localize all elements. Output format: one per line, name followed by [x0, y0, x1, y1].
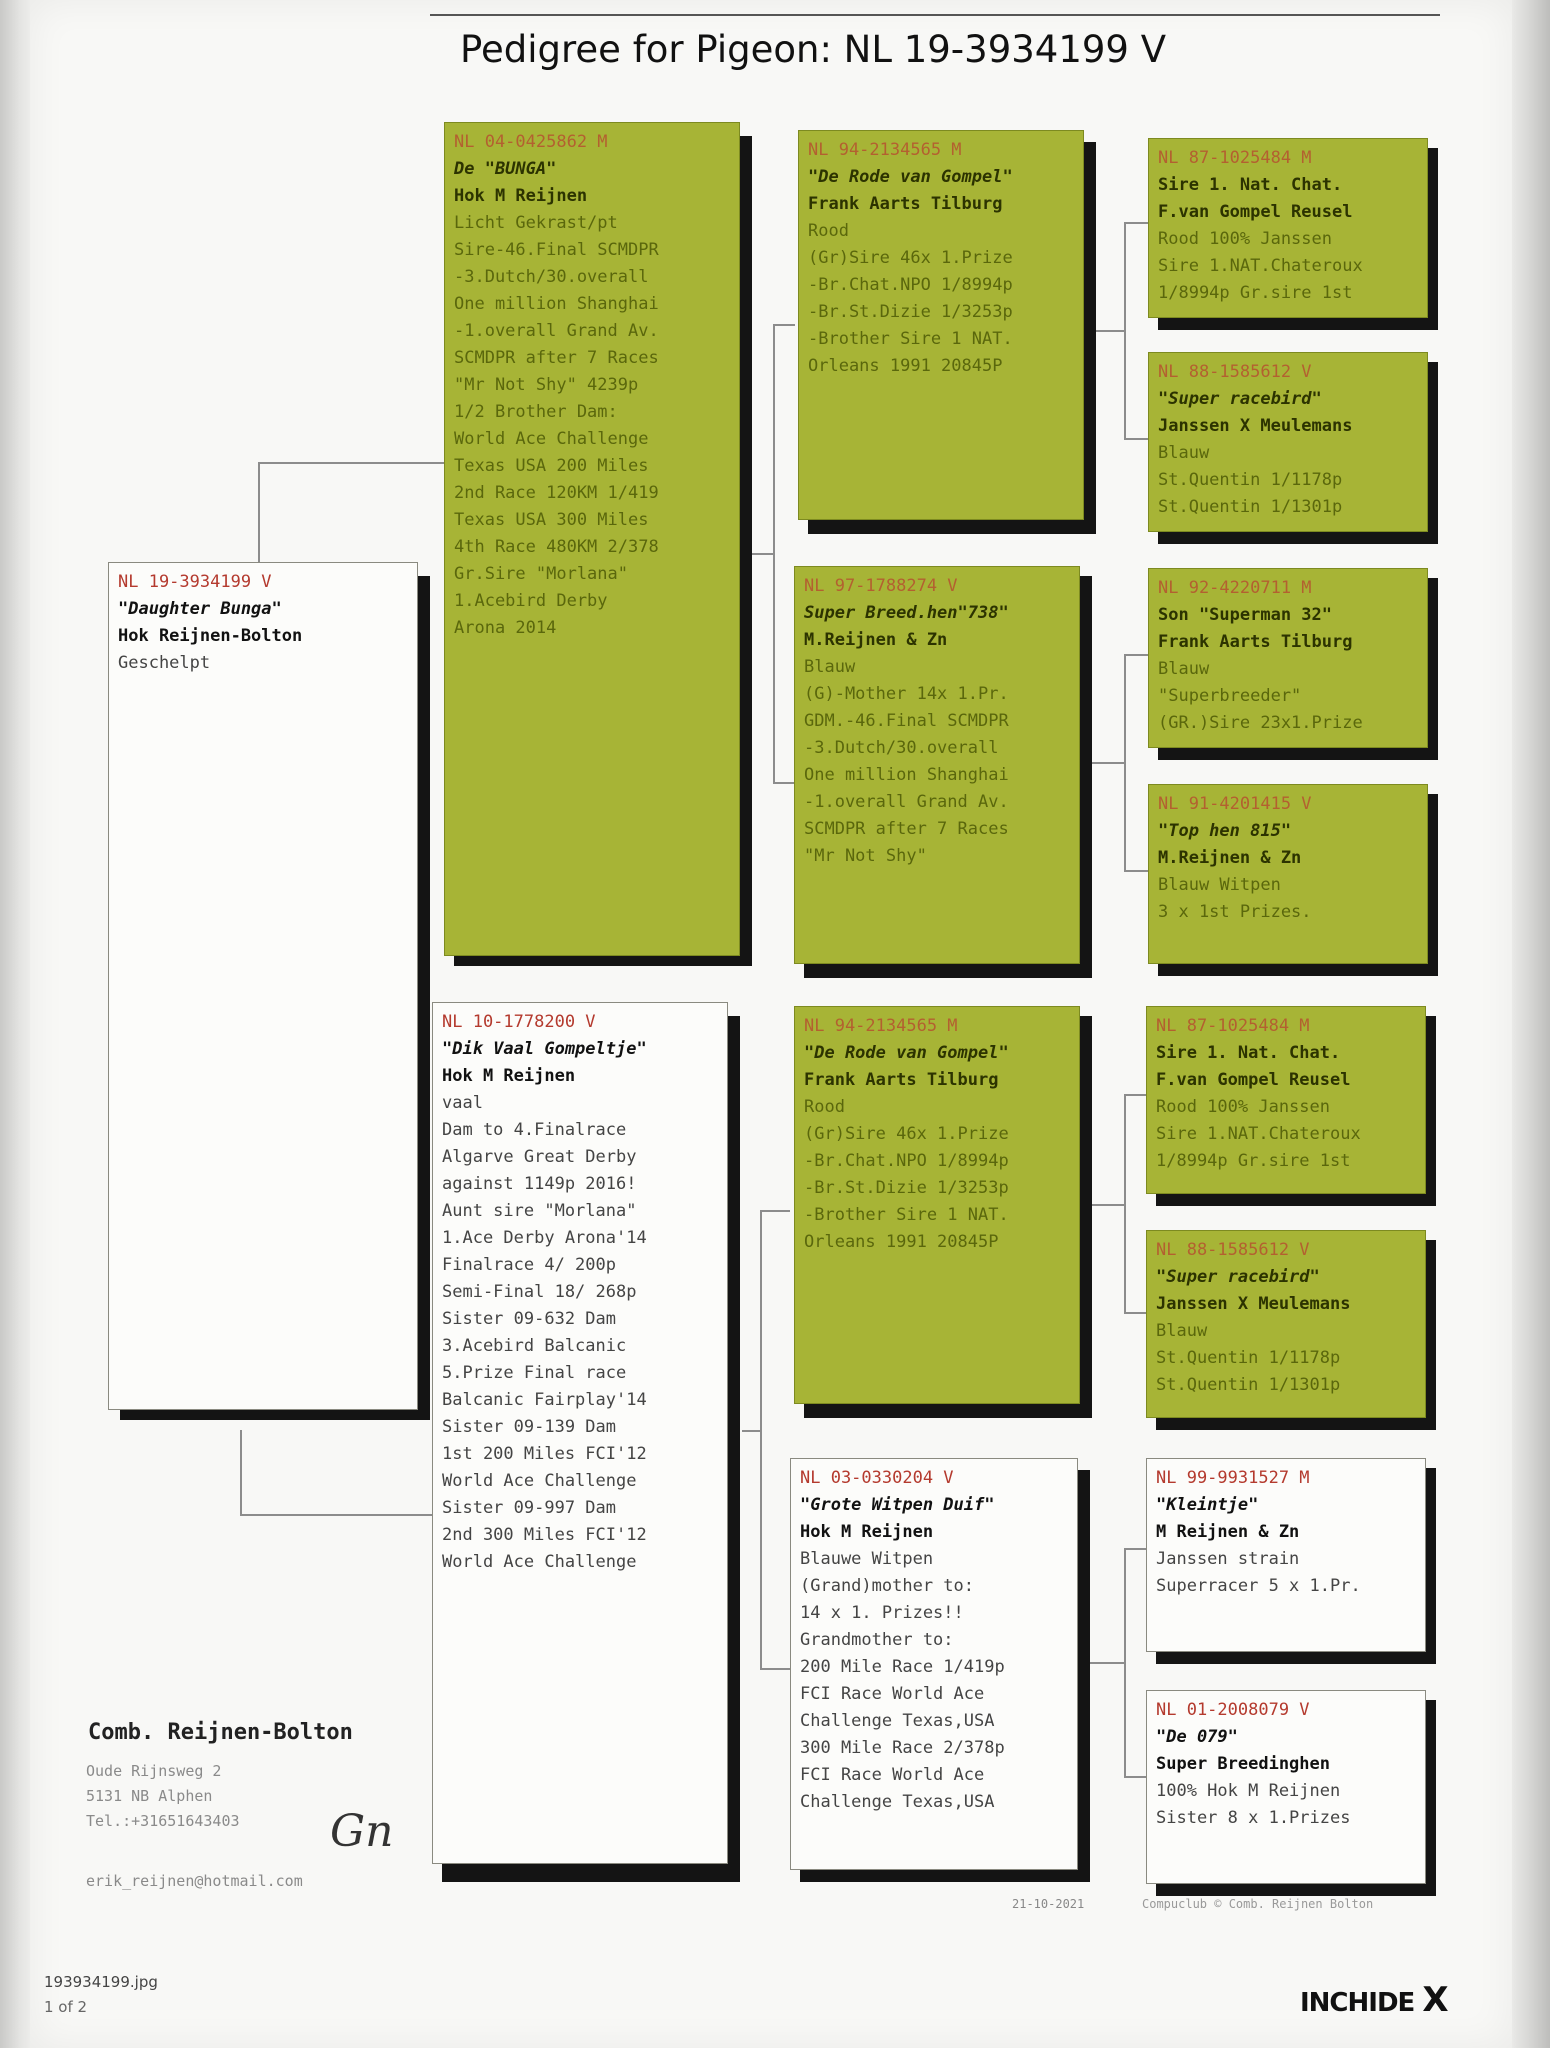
breeder-name: Hok M Reijnen: [800, 1522, 934, 1542]
detail-line: World Ace Challenge: [454, 429, 649, 449]
breeder-name: F.van Gompel Reusel: [1156, 1070, 1351, 1090]
detail-line: Dam to 4.Finalrace: [442, 1120, 627, 1140]
detail-line: Blauwe Witpen: [800, 1549, 934, 1569]
detail-line: Algarve Great Derby: [442, 1147, 637, 1167]
detail-line: Sister 09-997 Dam: [442, 1498, 616, 1518]
breeder-name: Janssen X Meulemans: [1156, 1294, 1351, 1314]
dam-sire-card: [794, 1006, 1080, 1404]
detail-line: One million Shanghai: [454, 294, 659, 314]
connector: [773, 782, 795, 784]
detail-line: -Br.Chat.NPO 1/8994p: [808, 275, 1013, 295]
detail-line: St.Quentin 1/1178p: [1156, 1348, 1341, 1368]
pigeon-name: Sire 1. Nat. Chat.: [1158, 175, 1343, 195]
detail-line: Orleans 1991 20845P: [808, 356, 1003, 376]
detail-line: -3.Dutch/30.overall: [804, 738, 999, 758]
dam-card: [432, 1002, 728, 1864]
subject-pigeon-card: [108, 562, 418, 1410]
ring-number: NL 94-2134565 M: [804, 1016, 958, 1036]
ring-number: NL 94-2134565 M: [808, 140, 962, 160]
ring-number: NL 88-1585612 V: [1158, 362, 1312, 382]
detail-line: -Brother Sire 1 NAT.: [808, 329, 1013, 349]
detail-line: World Ace Challenge: [442, 1552, 637, 1572]
detail-line: 300 Mile Race 2/378p: [800, 1738, 1005, 1758]
detail-line: "Superbreeder": [1158, 686, 1302, 706]
detail-line: Rood 100% Janssen: [1158, 229, 1332, 249]
file-name: 193934199.jpg: [44, 1973, 158, 1991]
detail-line: St.Quentin 1/1301p: [1156, 1375, 1341, 1395]
detail-line: Sister 8 x 1.Prizes: [1156, 1808, 1351, 1828]
detail-line: Aunt sire "Morlana": [442, 1201, 637, 1221]
detail-line: 1/8994p Gr.sire 1st: [1158, 283, 1353, 303]
sire-dam-card: [794, 566, 1080, 964]
owner-phone: Tel.:+31651643403: [86, 1812, 240, 1830]
connector: [1124, 438, 1148, 440]
detail-line: SCMDPR after 7 Races: [804, 819, 1009, 839]
pigeon-name: De "BUNGA": [454, 159, 557, 179]
detail-line: FCI Race World Ace: [800, 1684, 985, 1704]
connector: [760, 1668, 790, 1670]
pigeon-name: "Super racebird": [1156, 1267, 1320, 1287]
detail-line: -Br.St.Dizie 1/3253p: [808, 302, 1013, 322]
detail-line: Gr.Sire "Morlana": [454, 564, 628, 584]
detail-line: Rood: [808, 221, 849, 241]
ring-number: NL 87-1025484 M: [1156, 1016, 1310, 1036]
breeder-name: F.van Gompel Reusel: [1158, 202, 1353, 222]
owner-email: erik_reijnen@hotmail.com: [86, 1872, 303, 1890]
page-title: Pedigree for Pigeon: NL 19-3934199 V: [460, 28, 1167, 71]
detail-line: against 1149p 2016!: [442, 1174, 637, 1194]
detail-line: Blauw: [1156, 1321, 1208, 1341]
connector: [1086, 1662, 1126, 1664]
detail-line: Sire 1.NAT.Chateroux: [1158, 256, 1363, 276]
detail-line: Geschelpt: [118, 653, 211, 673]
great-grandparent-card-5: [1146, 1006, 1426, 1194]
connector: [240, 1430, 242, 1516]
ring-number: NL 03-0330204 V: [800, 1468, 954, 1488]
page-number: 1 of 2: [44, 1998, 88, 2016]
pigeon-name: Son "Superman 32": [1158, 605, 1332, 625]
connector: [742, 1430, 762, 1432]
print-date: 21-10-2021: [1012, 1897, 1085, 1911]
sire-sire-card: [798, 130, 1084, 520]
detail-line: FCI Race World Ace: [800, 1765, 985, 1785]
detail-line: Blauw Witpen: [1158, 875, 1281, 895]
detail-line: Superracer 5 x 1.Pr.: [1156, 1576, 1361, 1596]
detail-line: Semi-Final 18/ 268p: [442, 1282, 637, 1302]
detail-line: Arona 2014: [454, 618, 557, 638]
connector: [258, 462, 260, 566]
breeder-name: Hok M Reijnen: [442, 1066, 576, 1086]
detail-line: Blauw: [1158, 443, 1210, 463]
connector: [1124, 1548, 1148, 1550]
sire-card: [444, 122, 740, 956]
detail-line: (Gr)Sire 46x 1.Prize: [804, 1124, 1009, 1144]
connector: [1124, 1776, 1148, 1778]
ring-number: NL 04-0425862 M: [454, 132, 608, 152]
detail-line: 2nd 300 Miles FCI'12: [442, 1525, 647, 1545]
detail-line: (G)-Mother 14x 1.Pr.: [804, 684, 1009, 704]
connector: [1088, 1204, 1126, 1206]
detail-line: 200 Mile Race 1/419p: [800, 1657, 1005, 1677]
connector: [1124, 1312, 1148, 1314]
signature-icon: Gn: [330, 1806, 394, 1857]
connector: [1124, 1094, 1148, 1096]
pigeon-name: "De Rode van Gompel": [808, 167, 1013, 187]
detail-line: 1/2 Brother Dam:: [454, 402, 618, 422]
detail-line: 1/8994p Gr.sire 1st: [1156, 1151, 1351, 1171]
detail-line: (Gr)Sire 46x 1.Prize: [808, 248, 1013, 268]
great-grandparent-card-7: [1146, 1458, 1426, 1652]
connector: [760, 1210, 762, 1670]
ring-number: NL 87-1025484 M: [1158, 148, 1312, 168]
top-rule: [430, 14, 1440, 16]
breeder-name: Super Breedinghen: [1156, 1754, 1330, 1774]
connector: [1124, 870, 1148, 872]
detail-line: SCMDPR after 7 Races: [454, 348, 659, 368]
connector: [773, 324, 795, 326]
pigeon-name: "Super racebird": [1158, 389, 1322, 409]
owner-name: Comb. Reijnen-Bolton: [88, 1720, 353, 1745]
detail-line: Janssen strain: [1156, 1549, 1300, 1569]
pigeon-name: "Top hen 815": [1158, 821, 1292, 841]
ring-number: NL 91-4201415 V: [1158, 794, 1312, 814]
detail-line: Orleans 1991 20845P: [804, 1232, 999, 1252]
brand-text: INCHIDE: [1300, 1988, 1415, 2018]
owner-address-2: 5131 NB Alphen: [86, 1787, 213, 1805]
detail-line: 3.Acebird Balcanic: [442, 1336, 627, 1356]
ring-number: NL 92-4220711 M: [1158, 578, 1312, 598]
pigeon-name: "Dik Vaal Gompeltje": [442, 1039, 647, 1059]
detail-line: St.Quentin 1/1301p: [1158, 497, 1343, 517]
detail-line: Balcanic Fairplay'14: [442, 1390, 647, 1410]
connector: [240, 1514, 432, 1516]
breeder-name: Janssen X Meulemans: [1158, 416, 1353, 436]
great-grandparent-card-8: [1146, 1690, 1426, 1884]
great-grandparent-card-1: [1148, 138, 1428, 318]
breeder-name: M Reijnen & Zn: [1156, 1522, 1300, 1542]
detail-line: -Br.Chat.NPO 1/8994p: [804, 1151, 1009, 1171]
detail-line: Licht Gekrast/pt: [454, 213, 618, 233]
detail-line: 100% Hok M Reijnen: [1156, 1781, 1341, 1801]
pigeon-name: Super Breed.hen"738": [804, 603, 1009, 623]
detail-line: (GR.)Sire 23x1.Prize: [1158, 713, 1363, 733]
ring-number: NL 01-2008079 V: [1156, 1700, 1310, 1720]
brand-x-icon: X: [1422, 1980, 1448, 2020]
connector: [1124, 222, 1148, 224]
dam-dam-card: [790, 1458, 1078, 1870]
detail-line: 3 x 1st Prizes.: [1158, 902, 1312, 922]
detail-line: Sister 09-139 Dam: [442, 1417, 616, 1437]
pigeon-name: "De Rode van Gompel": [804, 1043, 1009, 1063]
pigeon-name: "Kleintje": [1156, 1495, 1259, 1515]
detail-line: "Mr Not Shy": [804, 846, 927, 866]
detail-line: Rood 100% Janssen: [1156, 1097, 1330, 1117]
pigeon-name: "Daughter Bunga": [118, 599, 282, 619]
connector: [1124, 654, 1148, 656]
owner-address-1: Oude Rijnsweg 2: [86, 1762, 222, 1780]
breeder-name: Hok M Reijnen: [454, 186, 588, 206]
breeder-name: Frank Aarts Tilburg: [804, 1070, 999, 1090]
detail-line: Challenge Texas,USA: [800, 1711, 995, 1731]
detail-line: 2nd Race 120KM 1/419: [454, 483, 659, 503]
detail-line: 1.Acebird Derby: [454, 591, 608, 611]
pigeon-name: Sire 1. Nat. Chat.: [1156, 1043, 1341, 1063]
detail-line: St.Quentin 1/1178p: [1158, 470, 1343, 490]
detail-line: Sister 09-632 Dam: [442, 1309, 616, 1329]
detail-line: vaal: [442, 1093, 483, 1113]
detail-line: 1.Ace Derby Arona'14: [442, 1228, 647, 1248]
connector: [750, 553, 775, 555]
great-grandparent-card-2: [1148, 352, 1428, 532]
breeder-name: Frank Aarts Tilburg: [808, 194, 1003, 214]
copyright-note: Compuclub © Comb. Reijnen Bolton: [1142, 1897, 1374, 1911]
detail-line: One million Shanghai: [804, 765, 1009, 785]
brand-logo: [1300, 1980, 1448, 2020]
detail-line: 4th Race 480KM 2/378: [454, 537, 659, 557]
detail-line: -1.overall Grand Av.: [804, 792, 1009, 812]
detail-line: Grandmother to:: [800, 1630, 954, 1650]
pigeon-name: "De 079": [1156, 1727, 1238, 1747]
pigeon-name: "Grote Witpen Duif": [800, 1495, 995, 1515]
detail-line: Blauw: [1158, 659, 1210, 679]
detail-line: World Ace Challenge: [442, 1471, 637, 1491]
detail-line: (Grand)mother to:: [800, 1576, 974, 1596]
breeder-name: Frank Aarts Tilburg: [1158, 632, 1353, 652]
ring-number: NL 99-9931527 M: [1156, 1468, 1310, 1488]
detail-line: Rood: [804, 1097, 845, 1117]
detail-line: "Mr Not Shy" 4239p: [454, 375, 639, 395]
connector: [258, 462, 448, 464]
breeder-name: M.Reijnen & Zn: [804, 630, 948, 650]
detail-line: Finalrace 4/ 200p: [442, 1255, 616, 1275]
detail-line: -Brother Sire 1 NAT.: [804, 1205, 1009, 1225]
great-grandparent-card-4: [1148, 784, 1428, 964]
detail-line: Texas USA 300 Miles: [454, 510, 649, 530]
detail-line: Texas USA 200 Miles: [454, 456, 649, 476]
detail-line: 14 x 1. Prizes!!: [800, 1603, 964, 1623]
ring-number: NL 19-3934199 V: [118, 572, 272, 592]
ring-number: NL 97-1788274 V: [804, 576, 958, 596]
detail-line: -Br.St.Dizie 1/3253p: [804, 1178, 1009, 1198]
breeder-name: Hok Reijnen-Bolton: [118, 626, 303, 646]
detail-line: Sire-46.Final SCMDPR: [454, 240, 659, 260]
detail-line: -3.Dutch/30.overall: [454, 267, 649, 287]
breeder-name: M.Reijnen & Zn: [1158, 848, 1302, 868]
connector: [760, 1210, 790, 1212]
detail-line: -1.overall Grand Av.: [454, 321, 659, 341]
detail-line: Sire 1.NAT.Chateroux: [1156, 1124, 1361, 1144]
ring-number: NL 10-1778200 V: [442, 1012, 596, 1032]
detail-line: Challenge Texas,USA: [800, 1792, 995, 1812]
great-grandparent-card-6: [1146, 1230, 1426, 1418]
detail-line: 1st 200 Miles FCI'12: [442, 1444, 647, 1464]
detail-line: 5.Prize Final race: [442, 1363, 627, 1383]
ring-number: NL 88-1585612 V: [1156, 1240, 1310, 1260]
detail-line: GDM.-46.Final SCMDPR: [804, 711, 1009, 731]
great-grandparent-card-3: [1148, 568, 1428, 748]
detail-line: Blauw: [804, 657, 856, 677]
